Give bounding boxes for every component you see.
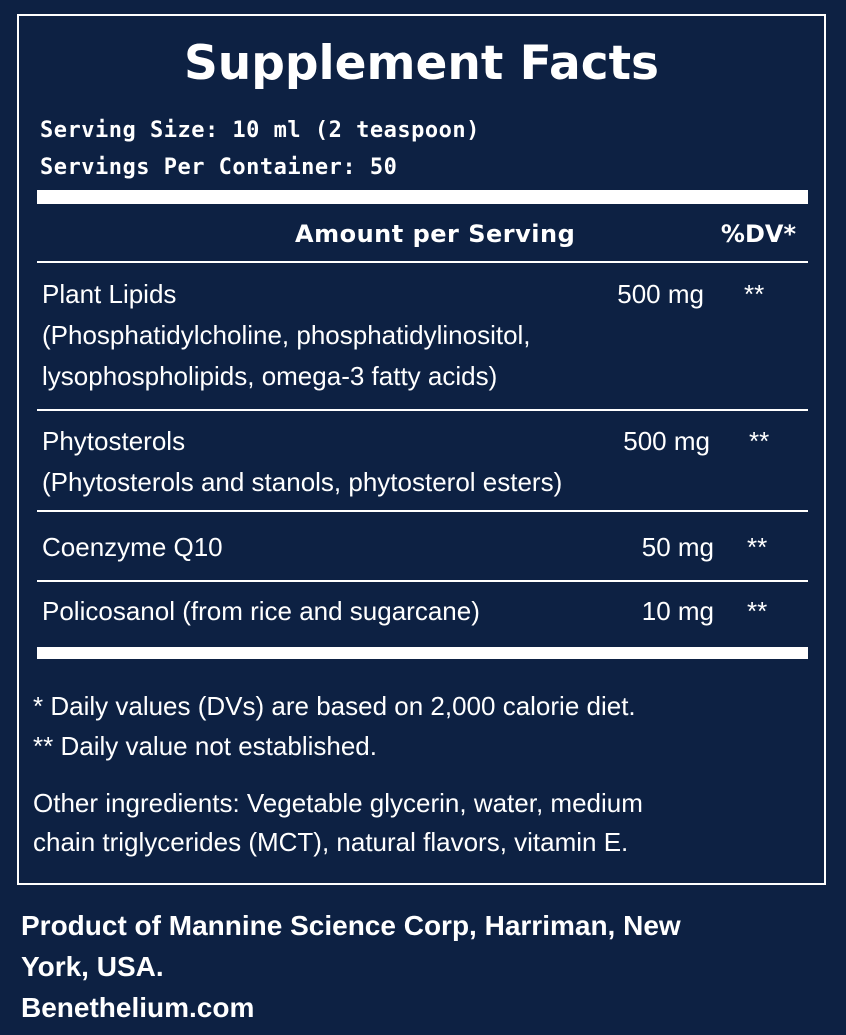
row-coenzyme-q10-amount: 50 mg (641, 532, 714, 562)
footnote-not-established: ** Daily value not established. (33, 731, 377, 761)
row-policosanol-amount: 10 mg (641, 596, 714, 626)
top-divider-bar (37, 190, 808, 204)
servings-per-container: Servings Per Container: 50 (40, 155, 398, 180)
row-phytosterols-detail-1: (Phytosterols and stanols, phytosterol esters) (42, 467, 563, 497)
other-ingredients-line-2: chain triglycerides (MCT), natural flavors, vitamin E. (33, 827, 629, 857)
other-ingredients-line-1: Other ingredients: Vegetable glycerin, water, medium (33, 788, 643, 818)
row-divider (37, 510, 808, 512)
serving-info (40, 112, 480, 186)
label-title: Supplement Facts (183, 36, 660, 91)
row-divider (37, 409, 808, 411)
header-divider (37, 261, 808, 263)
row-plant-lipids-detail-2: lysophospholipids, omega-3 fatty acids) (42, 361, 498, 391)
row-phytosterols-name: Phytosterols (42, 426, 186, 456)
supplement-facts-panel (17, 14, 826, 885)
row-policosanol-name: Policosanol (from rice and sugarcane) (42, 596, 480, 626)
row-coenzyme-q10-name: Coenzyme Q10 (42, 532, 223, 562)
row-phytosterols-dv: ** (749, 426, 770, 456)
company-info (21, 905, 821, 1028)
row-divider (37, 580, 808, 582)
row-plant-lipids-amount: 500 mg (617, 279, 704, 309)
bottom-divider-bar (37, 647, 808, 659)
row-plant-lipids-detail-1: (Phosphatidylcholine, phosphatidylinositol, (42, 320, 531, 350)
header-amount-per-serving: Amount per Serving (295, 220, 576, 248)
row-plant-lipids-dv: ** (744, 279, 765, 309)
company-line-1: Product of Mannine Science Corp, Harriman, New (21, 910, 681, 941)
company-line-2: York, USA. (21, 951, 164, 982)
header-daily-value: %DV* (720, 220, 796, 248)
footnote-daily-values: * Daily values (DVs) are based on 2,000 calorie diet. (33, 691, 636, 721)
row-coenzyme-q10-dv: ** (747, 532, 768, 562)
company-website: Benethelium.com (21, 992, 255, 1023)
row-plant-lipids-name: Plant Lipids (42, 279, 177, 309)
row-phytosterols-amount: 500 mg (623, 426, 710, 456)
serving-size: Serving Size: 10 ml (2 teaspoon) (40, 118, 480, 143)
row-policosanol-dv: ** (747, 596, 768, 626)
